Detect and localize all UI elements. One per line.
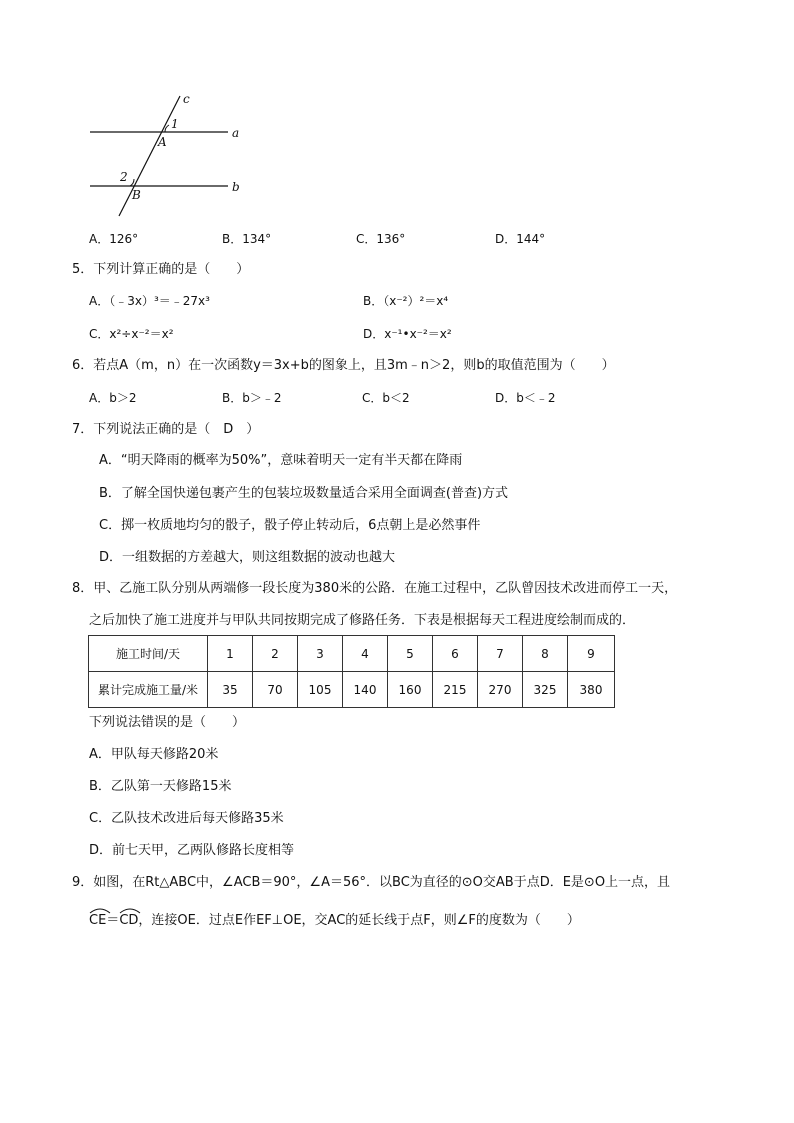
q9-stem-line1: 9．如图，在Rt△ABC中，∠ACB＝90°，∠A＝56°．以BC为直径的⊙O交AB于点D．E是⊙O上一点，且 bbox=[72, 875, 671, 890]
q8-question: 下列说法错误的是（ ） bbox=[89, 715, 246, 730]
q6-option-c[interactable]: C．b＜2 bbox=[362, 391, 410, 405]
label-1: 1 bbox=[171, 117, 179, 131]
table-cell: 7 bbox=[478, 636, 523, 672]
table-cell: 270 bbox=[478, 672, 523, 708]
table-cell: 35 bbox=[208, 672, 253, 708]
q6-option-b[interactable]: B．b＞﹣2 bbox=[222, 391, 282, 405]
table-header-days: 施工时间/天 bbox=[89, 636, 208, 672]
table-cell: 3 bbox=[298, 636, 343, 672]
label-2: 2 bbox=[120, 170, 128, 184]
q9-stem-line2-rest: ，连接OE．过点E作EF⊥OE，交AC的延长线于点F，则∠F的度数为（ ） bbox=[138, 913, 580, 928]
angle-1-arc bbox=[165, 125, 169, 132]
table-row-amounts bbox=[89, 672, 615, 708]
arc-cd-icon bbox=[119, 906, 141, 914]
table-cell: 105 bbox=[298, 672, 343, 708]
table-cell: 6 bbox=[433, 636, 478, 672]
q8-stem-line1: 8．甲、乙施工队分别从两端修一段长度为380米的公路．在施工过程中，乙队曾因技术改进而停工一天， bbox=[72, 581, 678, 596]
parallel-lines-figure bbox=[86, 92, 256, 222]
transversal-c bbox=[119, 96, 180, 216]
q5-option-d[interactable]: D．x⁻¹•x⁻²＝x² bbox=[363, 327, 452, 341]
table-header-amounts: 累计完成施工量/米 bbox=[89, 672, 208, 708]
q4-option-b[interactable]: B．134° bbox=[222, 232, 272, 246]
table-cell: 160 bbox=[388, 672, 433, 708]
equals-sign: ＝ bbox=[106, 913, 120, 928]
table-cell: 5 bbox=[388, 636, 433, 672]
q7-option-d[interactable]: D．一组数据的方差越大，则这组数据的波动也越大 bbox=[99, 550, 396, 565]
table-cell: 4 bbox=[343, 636, 388, 672]
q7-option-a[interactable]: A．“明天降雨的概率为50%”，意味着明天一定有半天都在降雨 bbox=[99, 453, 463, 468]
table-cell: 380 bbox=[568, 672, 615, 708]
q6-stem: 6．若点A（m，n）在一次函数y＝3x+b的图象上，且3m﹣n＞2，则b的取值范围为（ ） bbox=[72, 358, 615, 373]
q4-option-a[interactable]: A．126° bbox=[89, 232, 139, 246]
arc-cd bbox=[119, 912, 138, 930]
table-cell: 8 bbox=[523, 636, 568, 672]
table-cell: 1 bbox=[208, 636, 253, 672]
table-cell: 325 bbox=[523, 672, 568, 708]
q5-stem: 5．下列计算正确的是（ ） bbox=[72, 262, 250, 277]
q5-option-c[interactable]: C．x²÷x⁻²＝x² bbox=[89, 327, 174, 341]
arc-cd-label: CD bbox=[119, 913, 139, 928]
q7-stem: 7．下列说法正确的是（ D ） bbox=[72, 422, 260, 437]
table-cell: 2 bbox=[253, 636, 298, 672]
label-c: c bbox=[183, 92, 190, 106]
q7-option-b[interactable]: B．了解全国快递包裹产生的包装垃圾数量适合采用全面调查(普查)方式 bbox=[99, 486, 509, 501]
table-cell: 70 bbox=[253, 672, 298, 708]
q8-option-b[interactable]: B．乙队第一天修路15米 bbox=[89, 779, 232, 794]
q6-option-d[interactable]: D．b＜﹣2 bbox=[495, 391, 556, 405]
label-B: B bbox=[132, 188, 141, 202]
label-a: a bbox=[232, 126, 240, 140]
table-cell: 215 bbox=[433, 672, 478, 708]
q4-option-c[interactable]: C．136° bbox=[356, 232, 406, 246]
arc-ce bbox=[89, 912, 106, 930]
arc-ce-label: CE bbox=[89, 913, 107, 928]
q9-stem-line2 bbox=[89, 912, 580, 930]
table-row-days bbox=[89, 636, 615, 672]
table-cell: 9 bbox=[568, 636, 615, 672]
progress-table bbox=[88, 635, 615, 708]
label-b: b bbox=[232, 180, 240, 194]
label-A: A bbox=[158, 135, 167, 149]
q8-stem-line2: 之后加快了施工进度并与甲队共同按期完成了修路任务．下表是根据每天工程进度绘制而成的． bbox=[89, 613, 636, 628]
angle-2-arc bbox=[130, 179, 134, 186]
q5-option-a[interactable]: A．（﹣3x）³＝﹣27x³ bbox=[89, 294, 210, 308]
q7-option-c[interactable]: C．掷一枚质地均匀的骰子，骰子停止转动后，6点朝上是必然事件 bbox=[99, 518, 481, 533]
q8-option-d[interactable]: D．前七天甲，乙两队修路长度相等 bbox=[89, 843, 295, 858]
q8-option-c[interactable]: C．乙队技术改进后每天修路35米 bbox=[89, 811, 284, 826]
q8-option-a[interactable]: A．甲队每天修路20米 bbox=[89, 747, 219, 762]
q6-option-a[interactable]: A．b＞2 bbox=[89, 391, 137, 405]
arc-ce-icon bbox=[89, 906, 111, 914]
q4-option-d[interactable]: D．144° bbox=[495, 232, 546, 246]
q5-option-b[interactable]: B．（x⁻²）²＝x⁴ bbox=[363, 294, 449, 308]
table-cell: 140 bbox=[343, 672, 388, 708]
